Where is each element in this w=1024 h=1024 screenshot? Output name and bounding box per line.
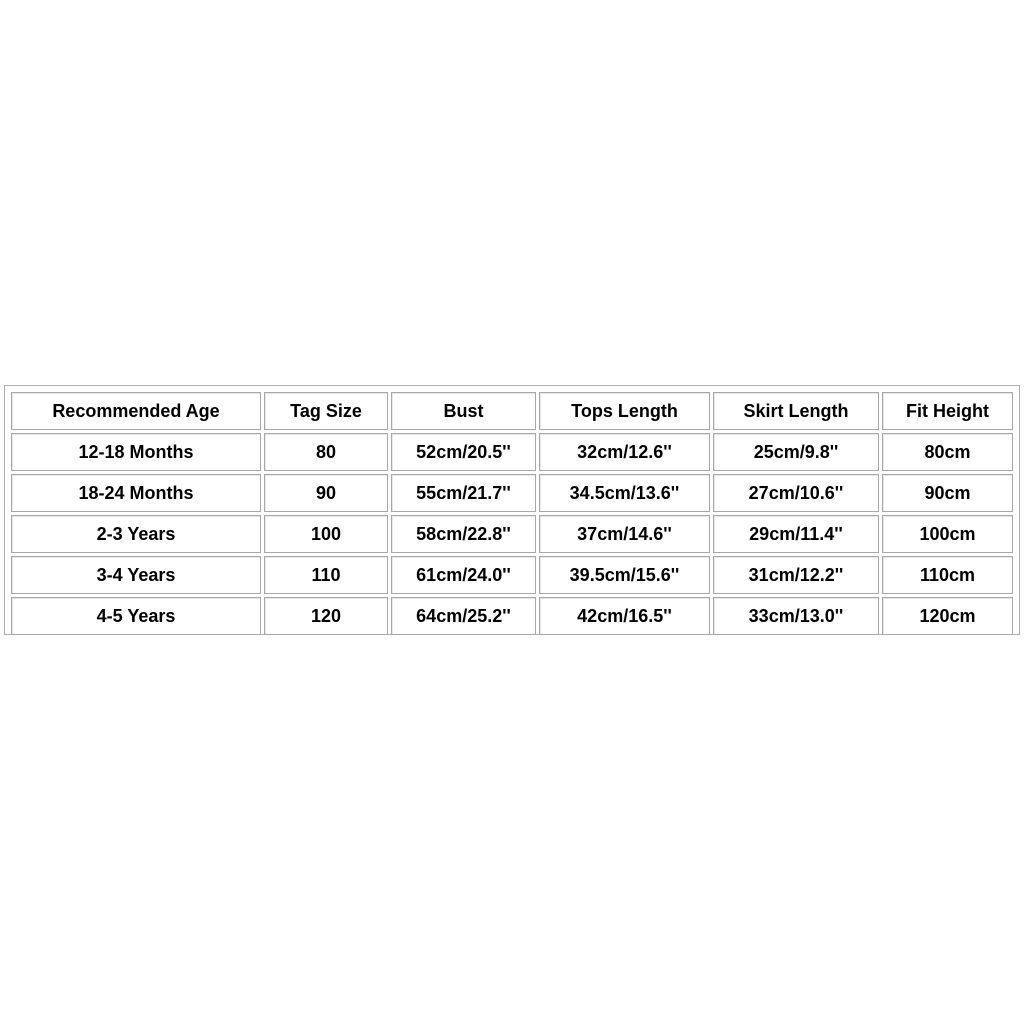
cell-bust: 61cm/24.0'' — [391, 556, 536, 594]
header-skirt-length: Skirt Length — [713, 392, 879, 430]
size-chart-table — [8, 389, 1016, 638]
table-row — [11, 433, 1013, 471]
cell-recommended-age: 12-18 Months — [11, 433, 261, 471]
cell-recommended-age: 2-3 Years — [11, 515, 261, 553]
table-row — [11, 556, 1013, 594]
cell-tag-size: 90 — [264, 474, 388, 512]
cell-skirt-length: 31cm/12.2'' — [713, 556, 879, 594]
cell-skirt-length: 25cm/9.8'' — [713, 433, 879, 471]
cell-tops-length: 32cm/12.6'' — [539, 433, 710, 471]
cell-tag-size: 120 — [264, 597, 388, 635]
cell-fit-height: 110cm — [882, 556, 1013, 594]
cell-skirt-length: 33cm/13.0'' — [713, 597, 879, 635]
header-bust: Bust — [391, 392, 536, 430]
header-tag-size: Tag Size — [264, 392, 388, 430]
header-tops-length: Tops Length — [539, 392, 710, 430]
cell-tag-size: 110 — [264, 556, 388, 594]
cell-fit-height: 80cm — [882, 433, 1013, 471]
cell-tops-length: 42cm/16.5'' — [539, 597, 710, 635]
cell-bust: 64cm/25.2'' — [391, 597, 536, 635]
cell-recommended-age: 4-5 Years — [11, 597, 261, 635]
header-recommended-age: Recommended Age — [11, 392, 261, 430]
cell-tag-size: 100 — [264, 515, 388, 553]
header-fit-height: Fit Height — [882, 392, 1013, 430]
size-chart — [4, 385, 1020, 635]
cell-fit-height: 100cm — [882, 515, 1013, 553]
cell-tag-size: 80 — [264, 433, 388, 471]
cell-bust: 52cm/20.5'' — [391, 433, 536, 471]
cell-fit-height: 120cm — [882, 597, 1013, 635]
cell-bust: 55cm/21.7'' — [391, 474, 536, 512]
cell-skirt-length: 27cm/10.6'' — [713, 474, 879, 512]
cell-tops-length: 37cm/14.6'' — [539, 515, 710, 553]
header-row — [11, 392, 1013, 430]
cell-tops-length: 34.5cm/13.6'' — [539, 474, 710, 512]
cell-recommended-age: 3-4 Years — [11, 556, 261, 594]
table-row — [11, 597, 1013, 635]
table-row — [11, 515, 1013, 553]
cell-tops-length: 39.5cm/15.6'' — [539, 556, 710, 594]
cell-bust: 58cm/22.8'' — [391, 515, 536, 553]
cell-skirt-length: 29cm/11.4'' — [713, 515, 879, 553]
cell-fit-height: 90cm — [882, 474, 1013, 512]
cell-recommended-age: 18-24 Months — [11, 474, 261, 512]
table-row — [11, 474, 1013, 512]
